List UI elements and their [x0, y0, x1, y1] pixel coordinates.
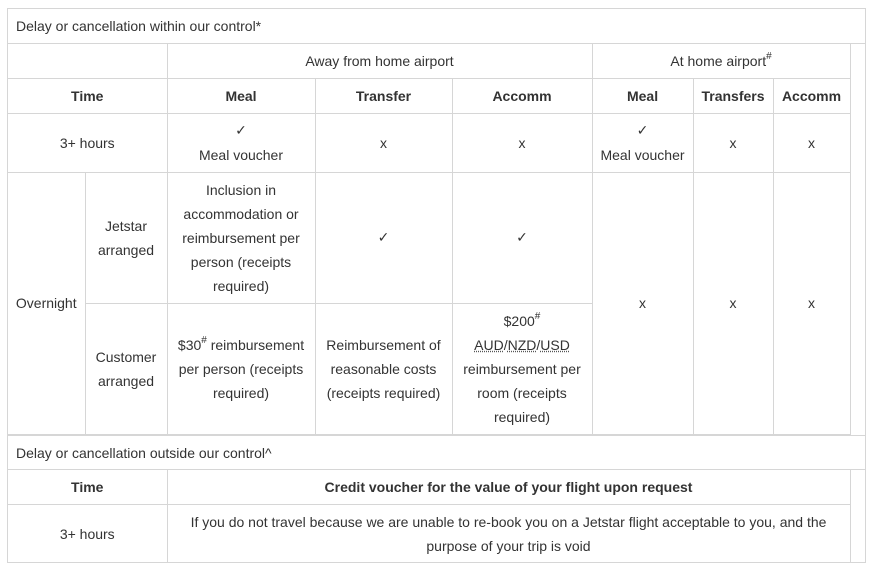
credit-voucher-cell: If you do not travel because we are unable to re-book you on a Jetstar flight acceptable to you, and the purpose of your trip is void — [167, 505, 850, 563]
customer-transfer-cell: Reimbursement of reasonable costs (receipts required) — [315, 303, 452, 434]
currency-aud: AUD — [474, 336, 504, 353]
away-from-home-header: Away from home airport — [167, 44, 592, 78]
home-meal-header: Meal — [592, 78, 693, 113]
at-home-header: At home airport# — [592, 44, 850, 78]
away-meal-cell: ✓ Meal voucher — [167, 113, 315, 172]
section-within-control-title: Delay or cancellation within our control* — [8, 9, 865, 44]
away-transfer-header: Transfer — [315, 78, 452, 113]
checkmark-icon: ✓ — [452, 172, 592, 303]
checkmark-icon: ✓ — [315, 172, 452, 303]
section-outside-control-title: Delay or cancellation outside our control^ — [8, 435, 865, 470]
overnight-home-transfers-cell: x — [693, 172, 773, 434]
table-row — [8, 505, 850, 563]
away-accomm-cell: x — [452, 113, 592, 172]
table-row — [8, 113, 850, 172]
overnight-home-accomm-cell: x — [773, 172, 850, 434]
within-control-table — [8, 44, 851, 435]
time-header: Time — [8, 78, 167, 113]
currency-nzd: NZD — [507, 336, 537, 353]
overnight-label: Overnight — [8, 172, 85, 434]
time-header: Time — [8, 470, 167, 505]
outside-control-table — [8, 470, 851, 563]
jetstar-arranged-label: Jetstar arranged — [85, 172, 167, 303]
home-transfers-cell: x — [693, 113, 773, 172]
time-cell: 3+ hours — [8, 113, 167, 172]
customer-accomm-cell: $200# AUD/NZD/USD reimbursement per room (receipts required) — [452, 303, 592, 434]
checkmark-icon: ✓ — [636, 122, 649, 139]
table-row — [8, 172, 850, 303]
empty-header-cell — [8, 44, 167, 78]
away-accomm-header: Accomm — [452, 78, 592, 113]
credit-voucher-header: Credit voucher for the value of your flight upon request — [167, 470, 850, 505]
home-accomm-header: Accomm — [773, 78, 850, 113]
time-cell: 3+ hours — [8, 505, 167, 563]
overnight-home-meal-cell: x — [592, 172, 693, 434]
jetstar-meal-cell: Inclusion in accommodation or reimbursement per person (receipts required) — [167, 172, 315, 303]
away-meal-header: Meal — [167, 78, 315, 113]
customer-arranged-label: Customer arranged — [85, 303, 167, 434]
compensation-table-container — [7, 8, 866, 563]
home-accomm-cell: x — [773, 113, 850, 172]
currency-usd: USD — [540, 336, 570, 353]
home-transfers-header: Transfers — [693, 78, 773, 113]
customer-meal-cell: $30# reimbursement per person (receipts required) — [167, 303, 315, 434]
checkmark-icon: ✓ — [235, 122, 247, 139]
home-meal-cell: ✓ Meal voucher — [592, 113, 693, 172]
away-transfer-cell: x — [315, 113, 452, 172]
